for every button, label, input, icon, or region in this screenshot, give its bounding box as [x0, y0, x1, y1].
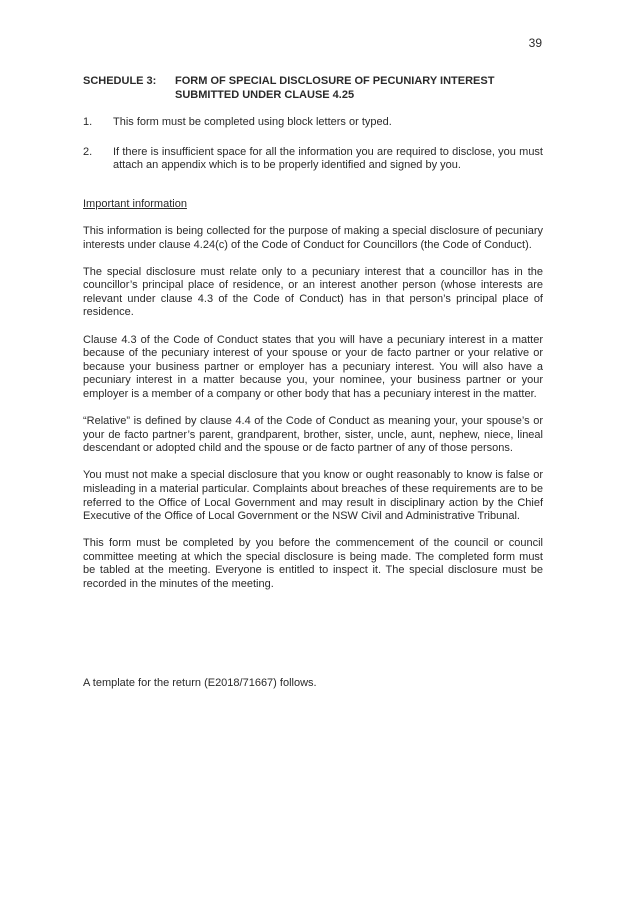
schedule-title	[175, 74, 563, 102]
paragraph-completion: This form must be completed by you before the commencement of the council or council committee meeting at which the special disclosure is being made. The completed form must be tabled at the meeting. Everyone is entitled to inspect it. The special disclosure must be recorded in the minutes of the meeting.	[83, 537, 543, 590]
page-number: 39	[528, 36, 542, 50]
schedule-label: SCHEDULE 3:	[83, 75, 157, 87]
template-note: A template for the return (E2018/71667) follows.	[83, 677, 317, 689]
paragraph-relative-definition: “Relative” is defined by clause 4.4 of the Code of Conduct as meaning your, your spouse’s or your de facto partner’s parent, grandparent, brother, sister, uncle, aunt, nephew, niece, lineal descendant or adopted child and the spouse or de facto partner of any of those persons.	[83, 415, 543, 455]
schedule-title-line-2: SUBMITTED UNDER CLAUSE 4.25	[175, 89, 355, 101]
important-information-body	[83, 225, 543, 605]
paragraph-purpose: This information is being collected for the purpose of making a special disclosure of pecuniary interests under clause 4.24(c) of the Code of Conduct for Councillors (the Code of Conduct).	[83, 225, 543, 251]
instruction-text: If there is insufficient space for all the information you are required to disclose, you must attach an appendix which is to be properly identified and signed by you.	[113, 145, 543, 171]
schedule-heading	[83, 74, 563, 102]
instruction-text: This form must be completed using block letters or typed.	[113, 116, 392, 128]
instruction-number: 2.	[83, 145, 93, 158]
instruction-number: 1.	[83, 116, 93, 128]
paragraph-clause-4-3: Clause 4.3 of the Code of Conduct states that you will have a pecuniary interest in a matter because of the pecuniary interest of your spouse or your de facto partner or your relative or because your business partner or employer has a pecuniary interest. You will also have a pecuniary interest in a matter because you, your nominee, your business partner or your employer is a member of a company or other body that has a pecuniary interest in the matter.	[83, 333, 543, 400]
instruction-item	[83, 116, 543, 130]
instruction-item	[83, 146, 543, 173]
paragraph-false-disclosure: You must not make a special disclosure that you know or ought reasonably to know is false or misleading in a material particular. Complaints about breaches of these requirements are to be referred to the Office of Local Government and may result in disciplinary action by the Chief Executive of the Office of Local Government or the NSW Civil and Administrative Tribunal.	[83, 469, 543, 523]
important-information-heading: Important information	[83, 198, 187, 210]
schedule-title-line-1: FORM OF SPECIAL DISCLOSURE OF PECUNIARY INTEREST	[175, 75, 495, 87]
paragraph-residence: The special disclosure must relate only to a pecuniary interest that a councillor has in the councillor’s principal place of residence, or an interest another person (whose interests are relevant under clause 4.3 of the Code of Conduct) has in that person’s principal place of residence.	[83, 265, 543, 319]
instructions-list	[83, 116, 543, 189]
